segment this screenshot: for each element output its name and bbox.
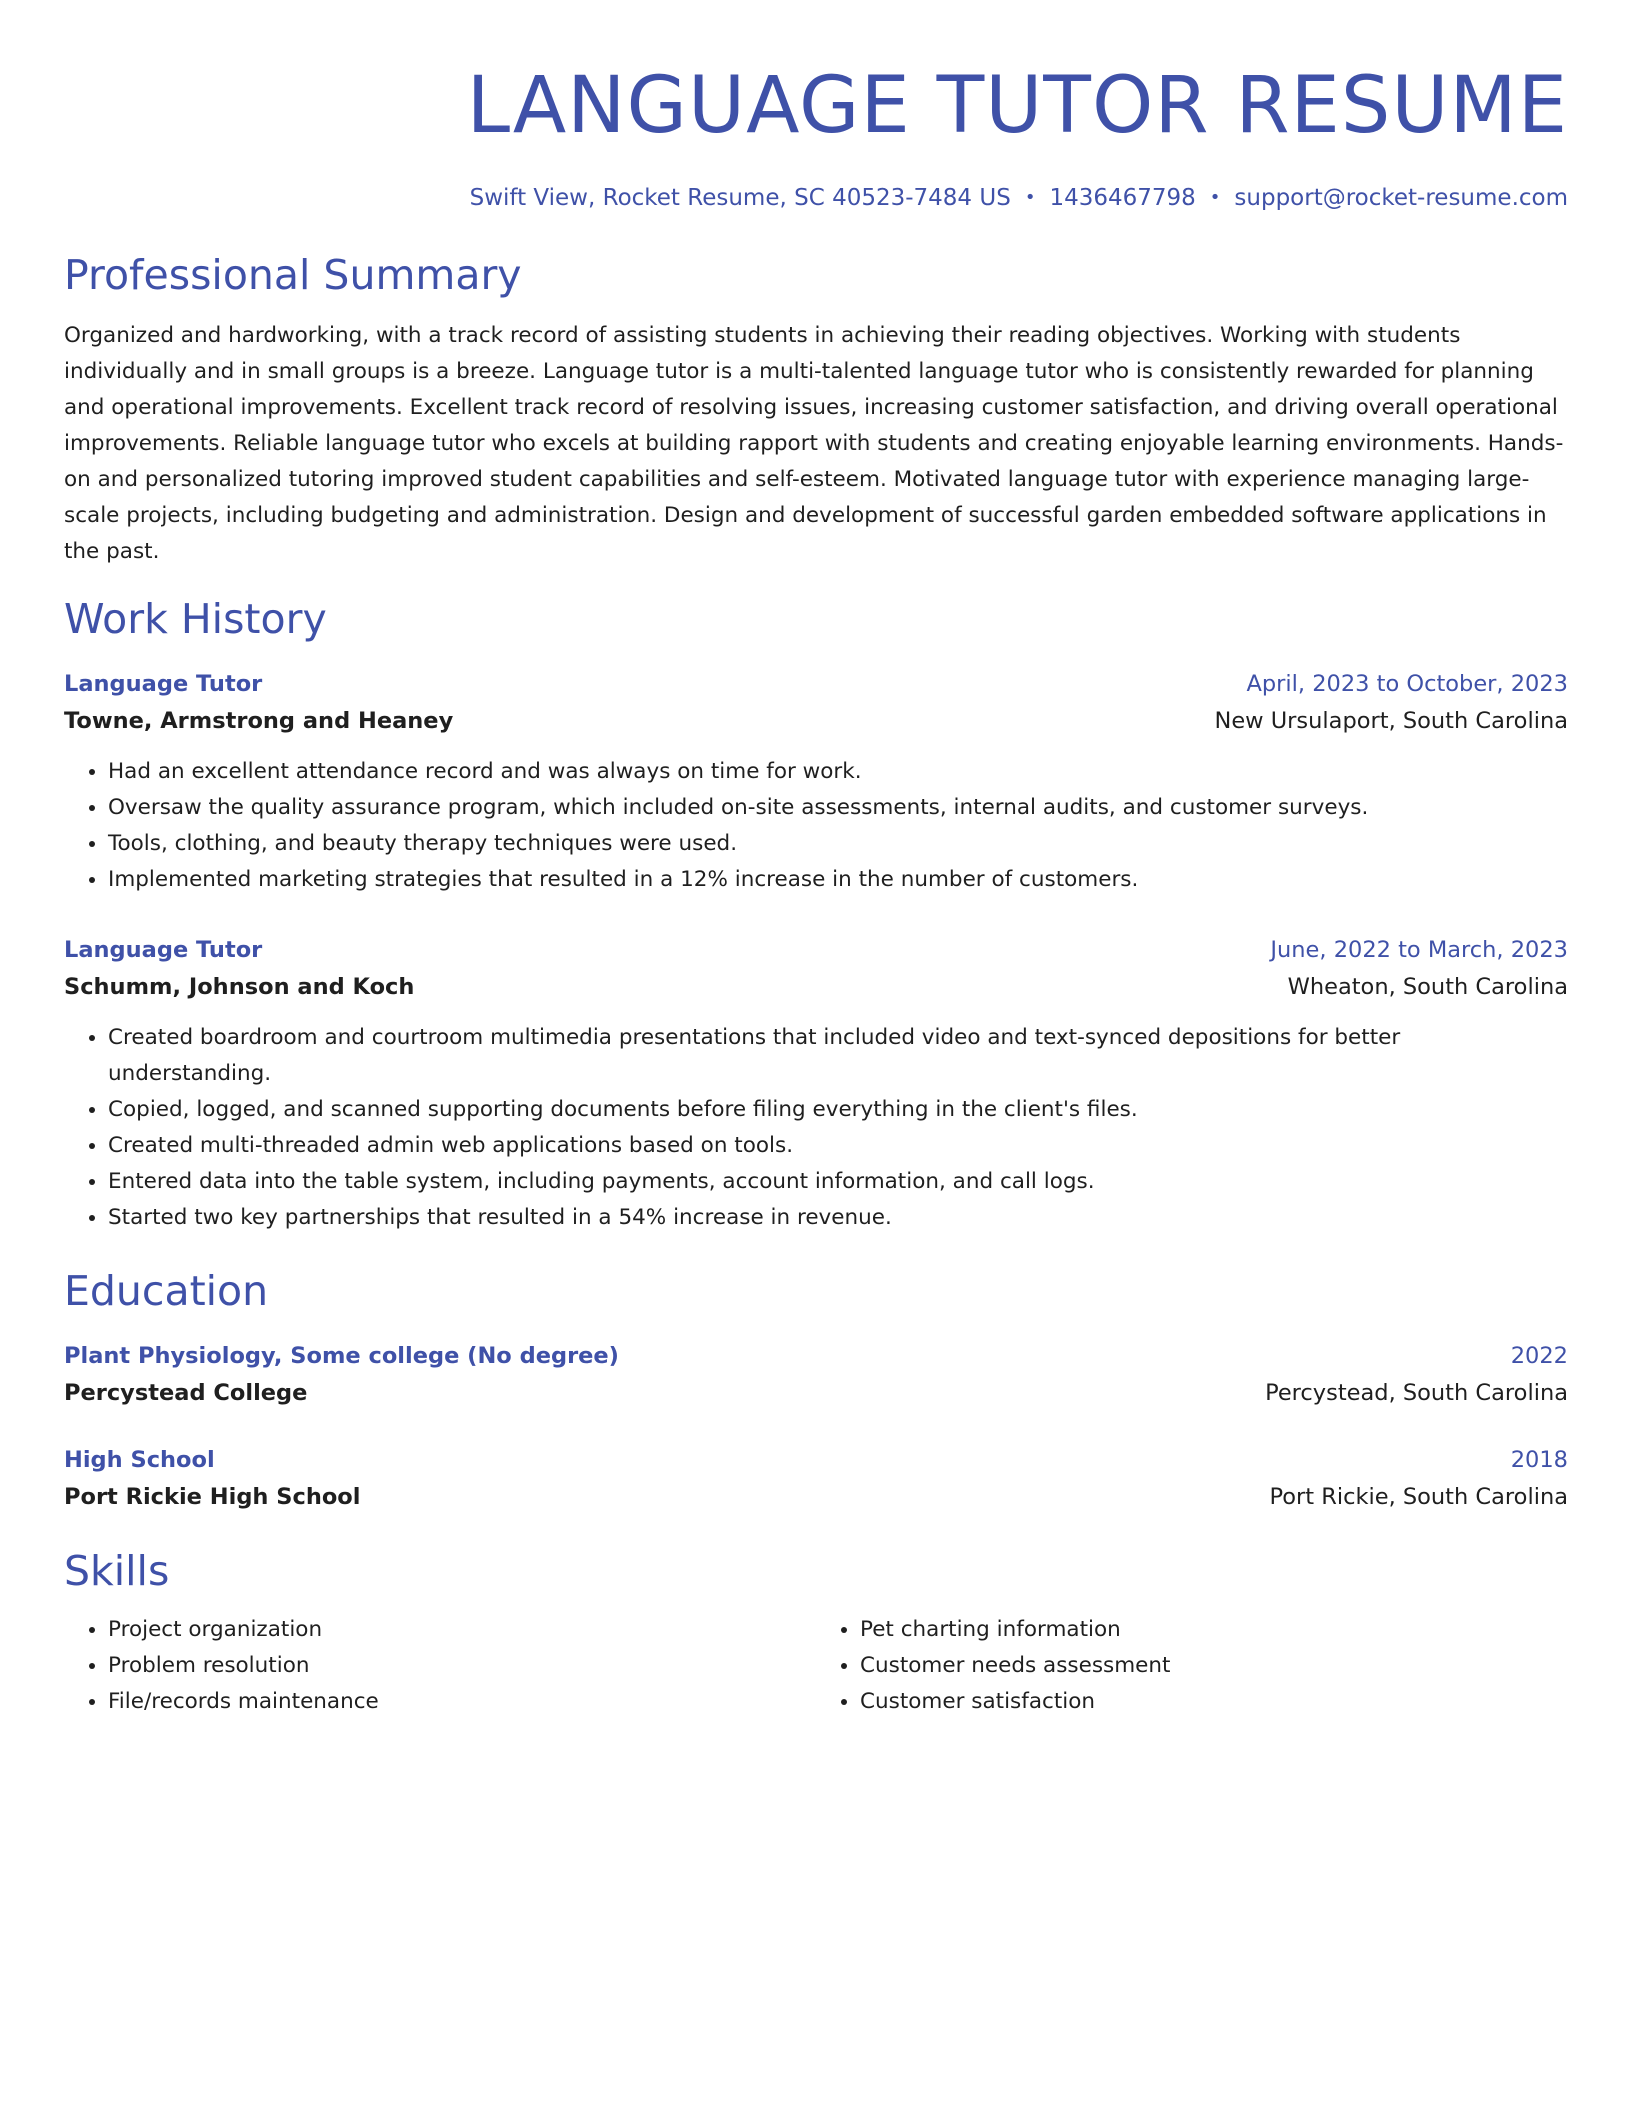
list-item: • Project organization (108, 1612, 816, 1648)
section-heading-education: Education (64, 1267, 269, 1315)
skills-column-right (816, 1612, 1568, 1720)
job-dates: June, 2022 to March, 2023 (1270, 937, 1568, 963)
education-school: Port Rickie High School (64, 1484, 361, 1510)
list-item: • Problem resolution (108, 1648, 816, 1684)
education-location: Percystead, South Carolina (1265, 1380, 1568, 1406)
contact-phone: 1436467798 (1049, 185, 1196, 211)
job-title-row (64, 932, 1568, 968)
professional-summary-section (64, 250, 1568, 570)
skills-list-right (816, 1612, 1568, 1720)
job-company: Towne, Armstrong and Heaney (64, 708, 454, 734)
education-entry (64, 1338, 1568, 1412)
job-entry (64, 932, 1568, 1236)
job-company-row (64, 702, 1568, 740)
education-degree: High School (64, 1447, 215, 1473)
job-title: Language Tutor (64, 671, 263, 697)
contact-separator: • (1024, 187, 1036, 208)
job-title-row (64, 666, 1568, 702)
list-item: • Created boardroom and courtroom multimedia presentations that included video and text-synced depositions for better understanding. (108, 1020, 1568, 1092)
education-school: Percystead College (64, 1380, 308, 1406)
list-item: • File/records maintenance (108, 1684, 816, 1720)
section-heading-summary: Professional Summary (64, 251, 522, 299)
education-section (64, 1266, 1568, 1516)
list-item: • Copied, logged, and scanned supporting documents before filing everything in the client's files. (108, 1092, 1568, 1128)
resume-header (64, 56, 1568, 214)
list-item: • Implemented marketing strategies that resulted in a 12% increase in the number of customers. (108, 862, 1568, 898)
job-entry (64, 666, 1568, 898)
education-location: Port Rickie, South Carolina (1269, 1484, 1568, 1510)
education-year: 2022 (1510, 1343, 1568, 1369)
list-item: • Started two key partnerships that resulted in a 54% increase in revenue. (108, 1200, 1568, 1236)
education-school-row (64, 1374, 1568, 1412)
list-item: • Customer satisfaction (860, 1684, 1568, 1720)
job-bullets (64, 754, 1568, 898)
job-company-row (64, 968, 1568, 1006)
skills-section (64, 1546, 1568, 1720)
work-history-section (64, 594, 1568, 1236)
education-title-row (64, 1442, 1568, 1478)
summary-text: Organized and hardworking, with a track record of assisting students in achieving their reading objectives. Working with students individually and in small groups is a breeze. Language tutor is a multi-talented language tutor who is consistently rewarded for planning and operational improvements. Excellent track record of resolving issues, increasing customer satisfaction, and driving overall operational improvements. Reliable language tutor who excels at building rapport with students and creating enjoyable learning environments. Hands-on and personalized tutoring improved student capabilities and self-esteem. Motivated language tutor with experience managing large-scale projects, including budgeting and administration. Design and development of successful garden embedded software applications in the past. (64, 323, 1564, 564)
education-year: 2018 (1510, 1447, 1568, 1473)
education-degree: Plant Physiology, Some college (No degree) (64, 1343, 619, 1369)
resume-title: LANGUAGE TUTOR RESUME (466, 61, 1568, 151)
contact-separator: • (1209, 187, 1221, 208)
skills-column-left (64, 1612, 816, 1720)
section-heading-work: Work History (64, 595, 327, 643)
job-location: New Ursulaport, South Carolina (1214, 708, 1568, 734)
job-title: Language Tutor (64, 937, 263, 963)
education-title-row (64, 1338, 1568, 1374)
skills-grid (64, 1612, 1568, 1720)
contact-line (64, 182, 1568, 214)
list-item: • Pet charting information (860, 1612, 1568, 1648)
list-item: • Oversaw the quality assurance program, which included on-site assessments, internal audits, and customer surveys. (108, 790, 1568, 826)
job-location: Wheaton, South Carolina (1287, 974, 1568, 1000)
job-company: Schumm, Johnson and Koch (64, 974, 415, 1000)
list-item: • Tools, clothing, and beauty therapy techniques were used. (108, 826, 1568, 862)
job-bullets (64, 1020, 1568, 1236)
list-item: • Entered data into the table system, including payments, account information, and call logs. (108, 1164, 1568, 1200)
list-item: • Customer needs assessment (860, 1648, 1568, 1684)
education-entry (64, 1442, 1568, 1516)
skills-list-left (64, 1612, 816, 1720)
education-school-row (64, 1478, 1568, 1516)
job-dates: April, 2023 to October, 2023 (1246, 671, 1568, 697)
list-item: • Created multi-threaded admin web applications based on tools. (108, 1128, 1568, 1164)
contact-address: Swift View, Rocket Resume, SC 40523-7484 US (469, 185, 1011, 211)
list-item: • Had an excellent attendance record and was always on time for work. (108, 754, 1568, 790)
section-heading-skills: Skills (64, 1547, 170, 1595)
contact-email: support@rocket-resume.com (1234, 185, 1568, 211)
